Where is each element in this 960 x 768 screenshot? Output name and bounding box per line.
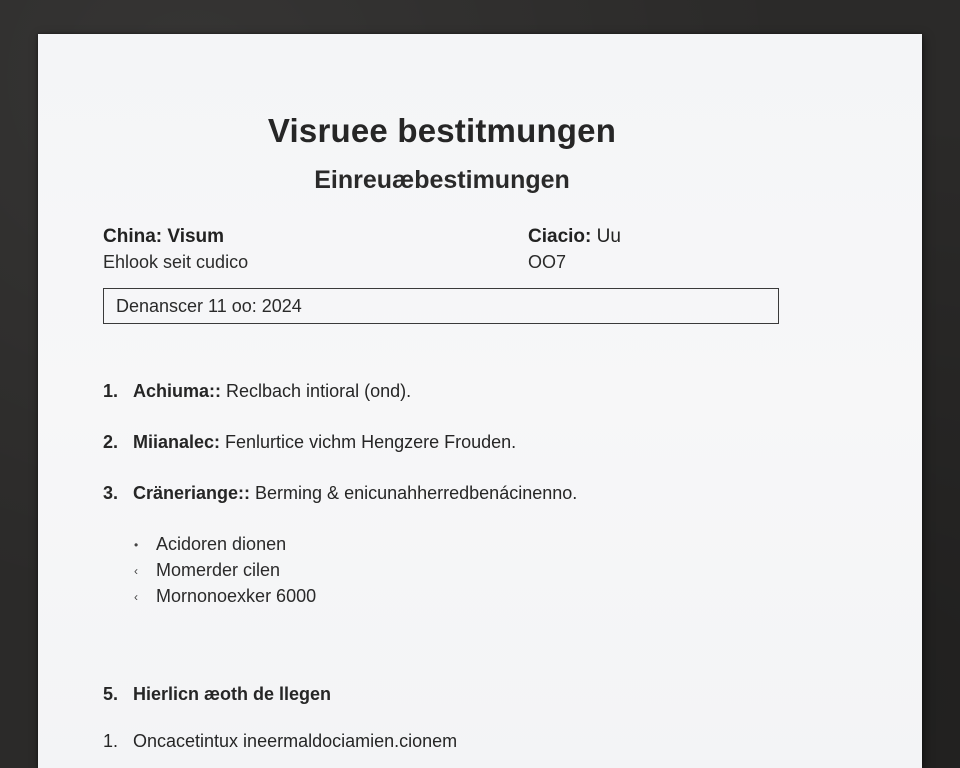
item-text: Fenlurtice vichm Hengzere Frouden.	[220, 432, 517, 452]
item-text: Berming & enicunahherredbenácinenno.	[250, 483, 578, 503]
list-item	[103, 381, 411, 402]
country-visa-label: China: Visum	[103, 226, 225, 247]
item-number: 3.	[103, 483, 119, 503]
item-text: Oncacetintux ineermaldociamien.cionem	[133, 731, 458, 751]
item-label: Hierlicn æoth de llegen	[133, 684, 332, 704]
country-visa-value: Ehlook seit cudico	[103, 252, 249, 272]
item-text: Reclbach intioral (ond).	[221, 381, 412, 401]
item-number: 5.	[103, 684, 119, 704]
list-item	[103, 684, 331, 705]
bullet-mark: ‹	[134, 564, 138, 579]
bullet-mark: ‹	[134, 590, 138, 605]
bullet-item	[134, 534, 286, 555]
bullet-mark: •	[134, 538, 139, 553]
document-title: Visruee bestitmungen	[267, 112, 617, 149]
bullet-text: Mornonoexker 6000	[156, 586, 317, 606]
reference-label	[528, 226, 621, 248]
list-item	[103, 483, 577, 504]
reference-value: OO7	[528, 252, 567, 272]
reference-label-suffix: Uu	[591, 226, 621, 247]
bullet-text: Momerder cilen	[156, 560, 281, 580]
list-item	[103, 432, 516, 453]
item-number: 1.	[103, 731, 119, 751]
item-label: Achiuma::	[133, 381, 222, 401]
bullet-item	[134, 560, 280, 581]
date-box: Denanscer 11 oo: 2024	[103, 288, 779, 324]
bullet-item	[134, 586, 316, 607]
item-number: 2.	[103, 432, 119, 452]
list-item	[103, 731, 457, 752]
item-number: 1.	[103, 381, 119, 401]
reference-label-key: Ciacio:	[528, 226, 592, 247]
item-label: Miianalec:	[133, 432, 221, 452]
bullet-text: Acidoren dionen	[156, 534, 287, 554]
document-subtitle: Einreuæbestimungen	[314, 166, 570, 194]
item-label: Cräneriange::	[133, 483, 251, 503]
